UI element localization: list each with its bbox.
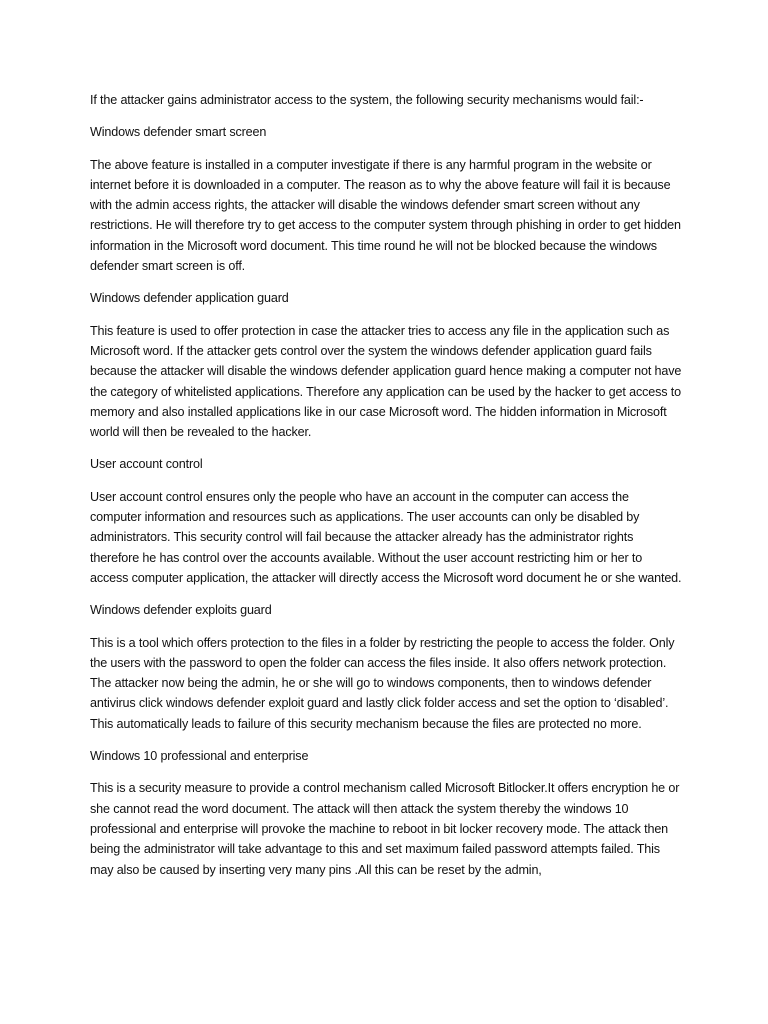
section-heading-user-account-control: User account control [90,457,203,472]
section-body-smart-screen: The above feature is installed in a computer investigate if there is any harmful program in the website or internet before it is downloaded in a computer. The reason as to why the above feature will fail it is because with the admin access rights, the attacker will disable the windows defender smart screen without any restrictions. He will therefore try to get access to the computer system through phishing in order to get hidden information in the Microsoft word document. This time round he will not be blocked because the windows defender smart screen is off. [90,157,681,274]
document-body [90,90,682,892]
section-heading-exploits-guard: Windows defender exploits guard [90,603,272,618]
section-body-application-guard: This feature is used to offer protection in case the attacker tries to access any file in the application such as Microsoft word. If the attacker gets control over the system the windows defender application guard fails because the attacker will disable the windows defender application guard hence making a computer not have the category of whitelisted applications. Therefore any application can be used by the hacker to get access to memory and also installed applications like in our case Microsoft word. The hidden information in Microsoft world will then be revealed to the hacker. [90,323,682,440]
section-heading-application-guard: Windows defender application guard [90,291,289,306]
intro-paragraph: If the attacker gains administrator access to the system, the following security mechanisms would fail:- [90,93,644,107]
section-body-windows-10: This is a security measure to provide a control mechanism called Microsoft Bitlocker.It offers encryption he or she cannot read the word document. The attack will then attack the system thereby the windows 10 professional and enterprise will provoke the machine to reboot in bit locker recovery mode. The attack then being the administrator will take advantage to this and set maximum failed password attempts failed. This may also be caused by inserting very many pins .All this can be reset by the admin, [90,781,680,877]
section-heading-windows-10: Windows 10 professional and enterprise [90,749,309,764]
section-body-exploits-guard: This is a tool which offers protection to the files in a folder by restricting the people to access the folder. Only the users with the password to open the folder can access the files inside. It also offers network protection. The attacker now being the admin, he or she will go to windows components, then to windows defender antivirus click windows defender exploit guard and lastly click folder access and set the option to ‘disabled’. This automatically leads to failure of this security mechanism because the files are protected no more. [90,635,675,731]
section-body-user-account-control: User account control ensures only the people who have an account in the computer can access the computer information and resources such as applications. The user accounts can only be disabled by administrators. This security control will fail because the attacker already has the administrator rights therefore he has control over the accounts available. Without the user account restricting him or her to access computer application, the attacker will directly access the Microsoft word document he or she wanted. [90,489,682,585]
section-heading-smart-screen: Windows defender smart screen [90,125,267,140]
